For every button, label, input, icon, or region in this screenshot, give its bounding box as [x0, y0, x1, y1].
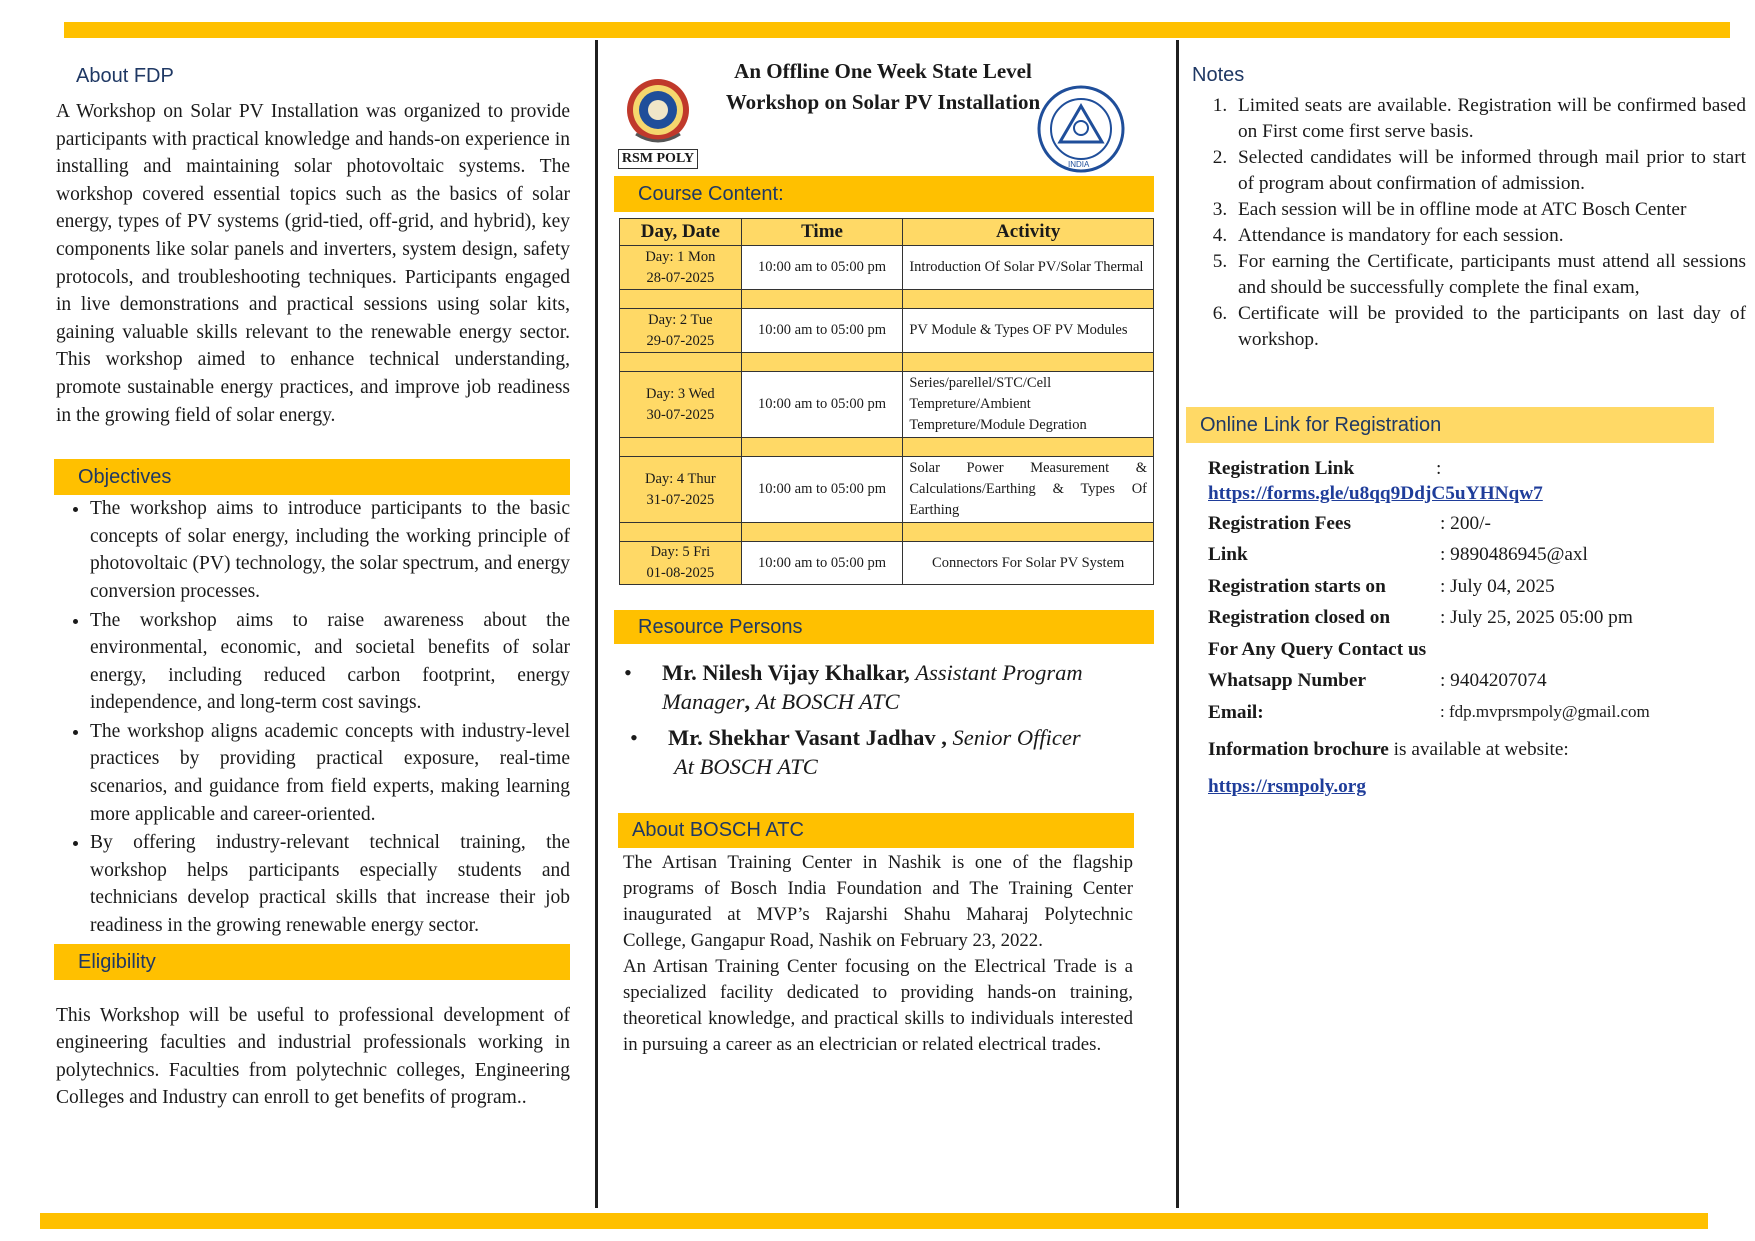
resource-person-1: • Mr. Nilesh Vijay Khalkar, Assistant Program Manager, At BOSCH ATC — [624, 660, 1083, 714]
email-value[interactable]: : fdp.mvprsmpoly@gmail.com — [1440, 702, 1650, 721]
notes-heading: Notes — [1192, 64, 1245, 86]
schedule-table — [619, 218, 1154, 585]
time-cell: 10:00 am to 05:00 pm — [741, 309, 903, 353]
objectives-list — [56, 495, 570, 940]
column-divider-right — [1176, 40, 1179, 1208]
time-cell: 10:00 am to 05:00 pm — [741, 457, 903, 523]
left-column — [56, 58, 570, 1112]
activity-cell: Series/parellel/STC/Cell Tempreture/Ambient Tempreture/Module Degration — [903, 372, 1154, 438]
activity-cell: Connectors For Solar PV System — [903, 542, 1154, 585]
registration-link-label: Registration Link — [1208, 458, 1355, 479]
day-cell: Day: 3 Wed 30-07-2025 — [620, 372, 742, 438]
time-cell: 10:00 am to 05:00 pm — [741, 372, 903, 438]
logo-caption: INDIA — [1068, 160, 1090, 169]
bottom-yellow-band — [40, 1213, 1708, 1229]
query-contact-label: For Any Query Contact us — [1208, 639, 1427, 660]
day-cell: Day: 1 Mon 28-07-2025 — [620, 246, 742, 290]
time-cell: 10:00 am to 05:00 pm — [741, 246, 903, 290]
list-item: • The workshop aligns academic concepts with industry-level practices by providing practical exposure, real-time scenarios, and guidance from field experts, making learning more applicable and career-oriented. — [90, 718, 570, 828]
time-cell: 10:00 am to 05:00 pm — [741, 542, 903, 585]
about-bosch-heading: About BOSCH ATC — [618, 813, 1134, 848]
eligibility-text: This Workshop will be useful to professional development of engineering faculties and industrial professionals working in polytechnics. Faculties from polytechnic colleges, Engineering Colleges and Industry can enroll to get benefits of program.. — [56, 1004, 570, 1109]
list-item: 1. Limited seats are available. Registration will be confirmed based on First come first serve basis. — [1232, 93, 1746, 145]
list-item: 6. Certificate will be provided to the participants on last day of workshop. — [1232, 301, 1746, 353]
bosch-paragraph-2: An Artisan Training Center focusing on the Electrical Trade is a specialized facility dedicated to providing hands-on training, theoretical knowledge, and practical skills to individuals interested in pursuing a career as an electrician or related electrical trades. — [623, 956, 1133, 1055]
online-registration-heading: Online Link for Registration — [1186, 407, 1714, 443]
column-divider-left — [595, 40, 598, 1208]
eligibility-heading: Eligibility — [54, 944, 570, 980]
day-cell: Day: 4 Thur 31-07-2025 — [620, 457, 742, 523]
page-title: An Offline One Week State Level Workshop on Solar PV Installation — [725, 59, 1041, 114]
table-row — [620, 372, 1154, 438]
table-separator — [620, 290, 1154, 309]
activity-cell: Solar Power Measurement & Calculations/Earthing & Types Of Earthing — [903, 457, 1154, 523]
activity-cell: PV Module & Types OF PV Modules — [903, 309, 1154, 353]
registration-details — [1208, 458, 1708, 818]
person-role: Senior Officer — [952, 725, 1081, 750]
table-row — [620, 309, 1154, 353]
person-name: Mr. Nilesh Vijay Khalkar, — [662, 660, 910, 685]
list-item: 5. For earning the Certificate, participants must attend all sessions and should be successfully complete the final exam, — [1232, 249, 1746, 301]
top-yellow-band — [64, 22, 1730, 38]
colon: : — [1436, 458, 1442, 479]
table-row — [620, 246, 1154, 290]
activity-cell: Introduction Of Solar PV/Solar Thermal — [903, 246, 1154, 290]
list-item: 3. Each session will be in offline mode at ATC Bosch Center — [1232, 197, 1746, 223]
objectives-heading: Objectives — [54, 459, 570, 495]
bosch-paragraph-1: The Artisan Training Center in Nashik is one of the flagship programs of Bosch India Foundation and The Training Center inaugurated at MVP’s Rajarshi Shahu Maharaj Polytechnic College, Gangapur Road, Nashik on February 23, 2022. — [623, 852, 1133, 951]
whatsapp-label: Whatsapp Number — [1208, 670, 1367, 691]
day-cell: Day: 2 Tue 29-07-2025 — [620, 309, 742, 353]
bullet-icon: • — [624, 660, 632, 685]
registration-closed-label: Registration closed on — [1208, 607, 1391, 628]
registration-fees-label: Registration Fees — [1208, 513, 1351, 534]
registration-fees-value: : 200/- — [1440, 513, 1491, 534]
brochure-label: Information brochure — [1208, 739, 1389, 760]
logo-caption: RSM POLY — [618, 149, 698, 169]
registration-starts-label: Registration starts on — [1208, 576, 1386, 597]
email-label: Email: — [1208, 702, 1264, 723]
table-header: Activity — [903, 219, 1154, 246]
resource-persons-heading: Resource Persons — [614, 610, 1154, 644]
about-bosch-text — [623, 850, 1133, 1058]
notes-list — [1196, 93, 1746, 353]
about-fdp-heading: About FDP — [76, 65, 174, 87]
list-item: • The workshop aims to raise awareness about the environmental, economic, and societal benefits of solar energy, including reduced carbon footprint, energy independence, and long-term cost savings. — [90, 607, 570, 717]
table-row — [620, 457, 1154, 523]
list-item: 4. Attendance is mandatory for each session. — [1232, 223, 1746, 249]
rsm-poly-logo — [616, 74, 700, 166]
table-header: Day, Date — [620, 219, 742, 246]
brochure-text: is available at website: — [1388, 739, 1569, 760]
list-item: • The workshop aims to introduce participants to the basic concepts of solar energy, including the working principle of photovoltaic (PV) technology, the solar spectrum, and energy conversion processes. — [90, 495, 570, 605]
table-header: Time — [741, 219, 903, 246]
person-name: Mr. Shekhar Vasant Jadhav , — [668, 725, 947, 750]
payment-link-value: : 9890486945@axl — [1440, 544, 1588, 565]
college-seal-icon — [616, 74, 700, 144]
about-fdp-text: A Workshop on Solar PV Installation was organized to provide participants with practical knowledge and hands-on experience in installing and maintaining solar photovoltaic systems. The workshop covered essential topics such as the basics of solar energy, types of PV systems (grid-tied, off-grid, and hybrid), key components like solar panels and inverters, system design, safety protocols, and troubleshooting techniques. Participants engaged in live demonstrations and practical sessions using solar kits, gaining valuable skills relevant to the renewable energy sector. This workshop aimed to enhance technical understanding, promote sustainable energy practices, and improve job readiness in the growing field of solar energy. — [56, 101, 570, 426]
table-separator — [620, 438, 1154, 457]
payment-link-label: Link — [1208, 544, 1248, 565]
resource-person-2 — [630, 723, 1150, 781]
registration-closed-value: : July 25, 2025 05:00 pm — [1440, 607, 1633, 628]
registration-starts-value: : July 04, 2025 — [1440, 576, 1555, 597]
list-item: 2. Selected candidates will be informed through mail prior to start of program about confirmation of admission. — [1232, 145, 1746, 197]
course-content-heading: Course Content: — [614, 176, 1154, 212]
bullet-icon: • — [630, 725, 638, 750]
registration-form-link[interactable]: https://forms.gle/u8qq9DdjC5uYHNqw7 — [1208, 483, 1543, 504]
website-link[interactable]: https://rsmpoly.org — [1208, 776, 1367, 797]
person-role: Assistant Program Manager — [662, 660, 1083, 714]
list-item: • By offering industry-relevant technical training, the workshop helps participants especially students and technicians develop practical skills that increase their job readiness in the growing renewable energy sector. — [90, 829, 570, 939]
table-separator — [620, 523, 1154, 542]
whatsapp-value: : 9404207074 — [1440, 670, 1547, 691]
table-separator — [620, 353, 1154, 372]
person-place: At BOSCH ATC — [674, 754, 818, 779]
table-row — [620, 542, 1154, 585]
day-cell: Day: 5 Fri 01-08-2025 — [620, 542, 742, 585]
person-place: At BOSCH ATC — [755, 689, 900, 714]
association-logo — [1036, 84, 1126, 174]
